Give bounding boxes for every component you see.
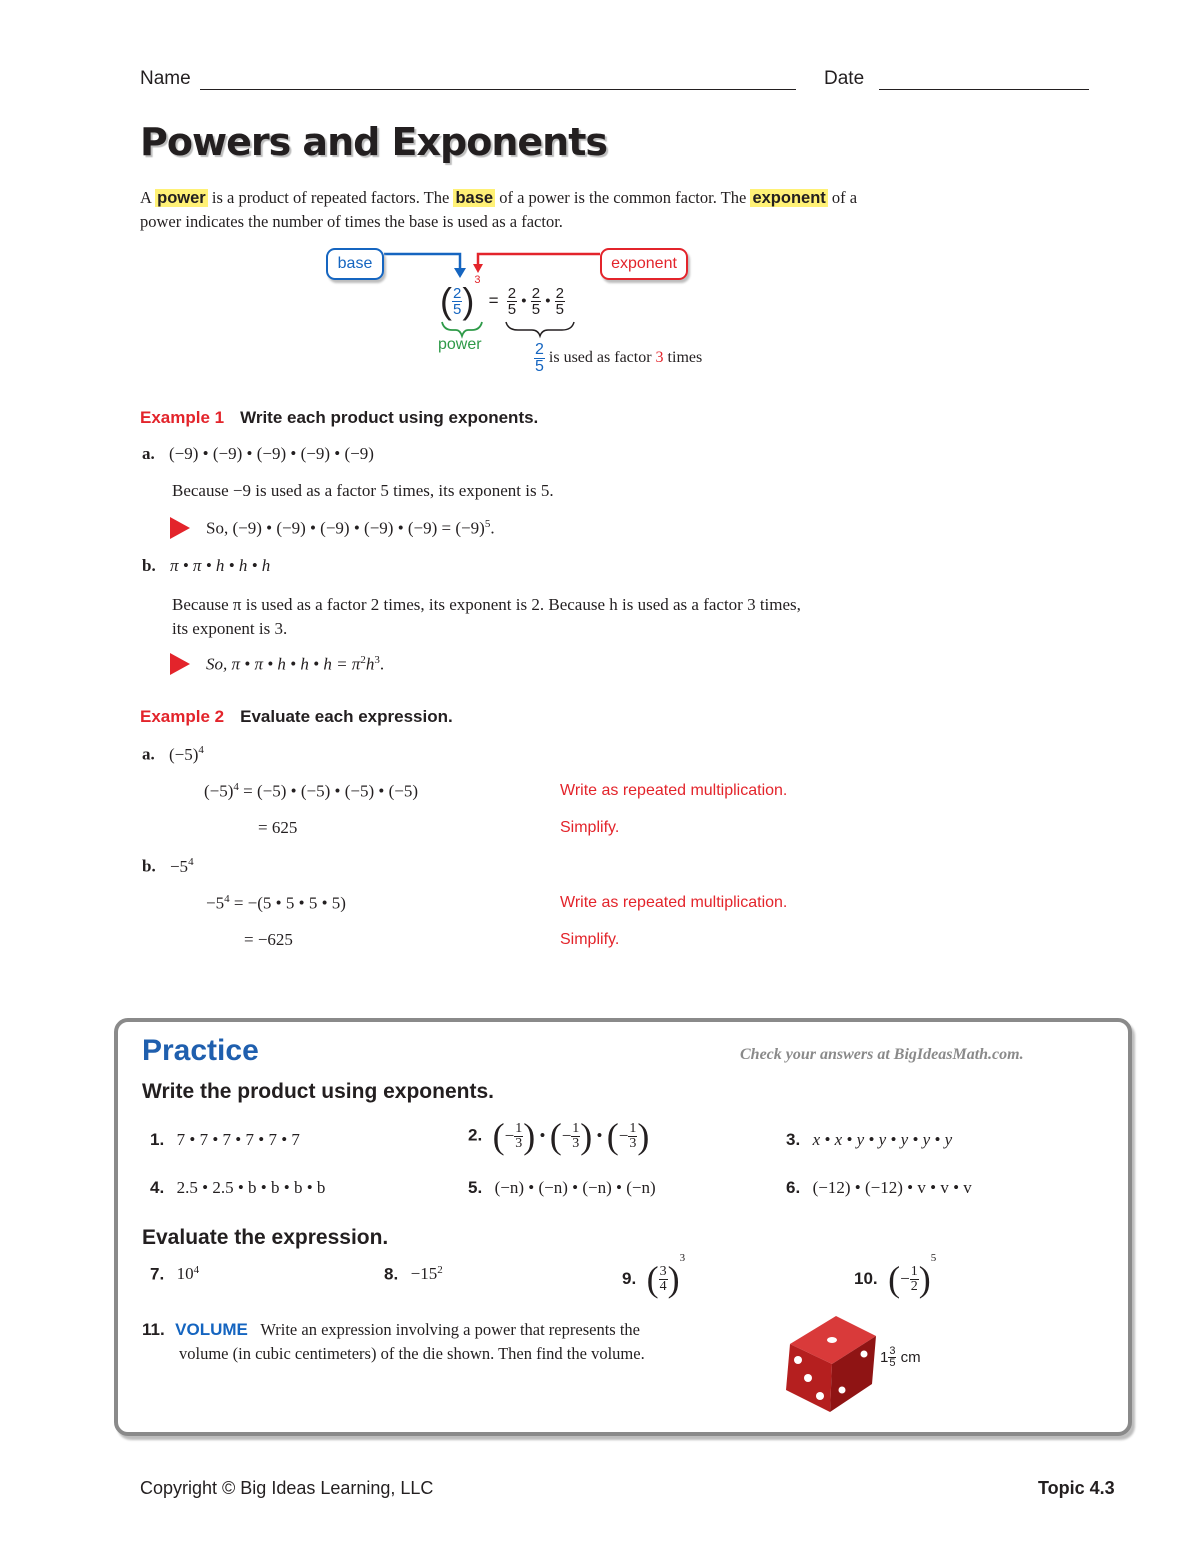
- example2-b-note2: Simplify.: [560, 931, 620, 948]
- practice-title: Practice: [142, 1034, 259, 1067]
- die-pip: [827, 1337, 837, 1343]
- example2-heading: Example 2 Evaluate each expression.: [140, 707, 453, 726]
- power-label: power: [438, 336, 482, 353]
- practice-section1-heading: Write the product using exponents.: [142, 1080, 494, 1103]
- topic-label: Topic 4.3: [1038, 1478, 1115, 1498]
- term-exponent: exponent: [752, 189, 826, 207]
- die-pip: [861, 1351, 868, 1358]
- problem-4: 4. 2.5 • 2.5 • b • b • b • b: [150, 1178, 326, 1197]
- name-label: Name: [140, 68, 191, 89]
- problem-7: 7. $10^4$: [150, 1264, 200, 1284]
- problem-2: 2. (− $\frac{1}{3}$ ) • (− $\frac{1}{3}$ ) • (− $\frac{1}{3}$ ): [468, 1116, 650, 1156]
- problem-5: 5. (−n) • (−n) • (−n) • (−n): [468, 1178, 656, 1197]
- exponent-box: exponent: [600, 248, 688, 280]
- example2-a-step2: = 625: [258, 818, 298, 837]
- date-label: Date: [824, 68, 865, 89]
- problem-8: 8. $-15^2$: [384, 1264, 443, 1284]
- power-brace: [442, 322, 482, 336]
- example1-a-answer: So, (−9) • (−9) • (−9) • (−9) • $(-9) = (-9)^5$.: [206, 518, 495, 538]
- base-arrow: [384, 254, 460, 270]
- factor-caption: $\frac{2}{5}$ is used as factor 3 times: [535, 341, 703, 375]
- copyright: Copyright © Big Ideas Learning, LLC: [140, 1478, 434, 1498]
- example2-a-note1: Write as repeated multiplication.: [560, 782, 788, 799]
- example2-b-note1: Write as repeated multiplication.: [560, 894, 788, 911]
- example1-heading: Example 1 Write each product using exponents.: [140, 408, 539, 427]
- name-line[interactable]: [200, 71, 796, 90]
- example2-b-step1: $-5^4 = -(5$ • 5 • 5 • 5): [206, 893, 346, 913]
- check-answers-link[interactable]: Check your answers at BigIdeasMath.com.: [740, 1046, 1024, 1063]
- factor-2: $\frac{2}{5}$: [531, 284, 541, 318]
- example2-a-note2: Simplify.: [560, 819, 620, 836]
- problem-10: 10. (− $\frac{1}{2}$ )$^5$: [854, 1252, 937, 1300]
- problem-6: 6. (−12) • (−12) • v • v • v: [786, 1178, 972, 1197]
- die-pip: [816, 1392, 824, 1400]
- die-pip: [804, 1374, 812, 1382]
- example1-a-explain: Because −9 is used as a factor 5 times, its exponent is 5.: [172, 481, 554, 500]
- example1-b-answer: So, π • π • h • h • $h = \pi^2h^3$.: [206, 654, 385, 674]
- example1-b-explain: Because π is used as a factor 2 times, its exponent is 2. Because h is used as a factor 3 times, its exponent is 3.: [172, 595, 801, 638]
- exponent-value: 3: [474, 274, 481, 286]
- problem-3: 3. x • x • y • y • y • y • y: [786, 1130, 953, 1149]
- power-expression: ( $\frac{2}{5}$ )$^3$ = $\frac{2}{5}$ • $\frac{2}{5}$ • $\frac{2}{5}$: [440, 274, 564, 322]
- term-power: power: [157, 189, 206, 207]
- practice-section2-heading: Evaluate the expression.: [142, 1226, 389, 1249]
- answer-arrow-icon: [170, 517, 190, 539]
- exponent-arrowhead: [473, 264, 483, 273]
- term-base: base: [455, 189, 494, 207]
- example2-b-step2: = −625: [244, 930, 293, 949]
- date-field[interactable]: [824, 68, 1089, 90]
- factor-3: $\frac{2}{5}$: [555, 284, 564, 318]
- intro-paragraph: A power is a product of repeated factors. The base of a power is the common factor. The exponent of a power indicates the number of times the base is used as a factor.: [140, 188, 858, 231]
- page-title: Powers and Exponents: [140, 120, 607, 164]
- example1-a: a. (−9) • (−9) • (−9) • (−9) • (−9): [142, 444, 374, 463]
- problem-9: 9. ( $\frac{3}{4}$ )$^3$: [622, 1252, 686, 1300]
- die-pip: [794, 1356, 802, 1364]
- answer-arrow-icon: [170, 653, 190, 675]
- exponent-arrow: [478, 254, 600, 266]
- date-line[interactable]: [879, 71, 1089, 90]
- base-fraction: $\frac{2}{5}$: [453, 284, 462, 318]
- factor-1: $\frac{2}{5}$: [507, 284, 517, 318]
- example2-b: b. $-5^4$: [142, 856, 194, 876]
- die-side-length: 1 $\frac{3}{5}$ cm: [880, 1345, 921, 1369]
- name-field[interactable]: [140, 68, 796, 90]
- example2-a-step1: $(-5)^4 = (-5)$ • (−5) • (−5) • (−5): [204, 781, 419, 801]
- example1-b: b. π • π • h • h • h: [142, 556, 271, 575]
- problem-1: 1. 7 • 7 • 7 • 7 • 7 • 7: [150, 1130, 300, 1149]
- problem-11: 11. VOLUME Write an expression involving a power that represents the volume (in cubic centimeters) of the die shown. Then find the volume.: [142, 1320, 645, 1363]
- die-image: [776, 1308, 886, 1418]
- example2-a: a. $(-5)^4$: [142, 744, 204, 764]
- factors-brace: [506, 322, 574, 336]
- die-pip: [839, 1387, 846, 1394]
- base-box: base: [326, 248, 384, 280]
